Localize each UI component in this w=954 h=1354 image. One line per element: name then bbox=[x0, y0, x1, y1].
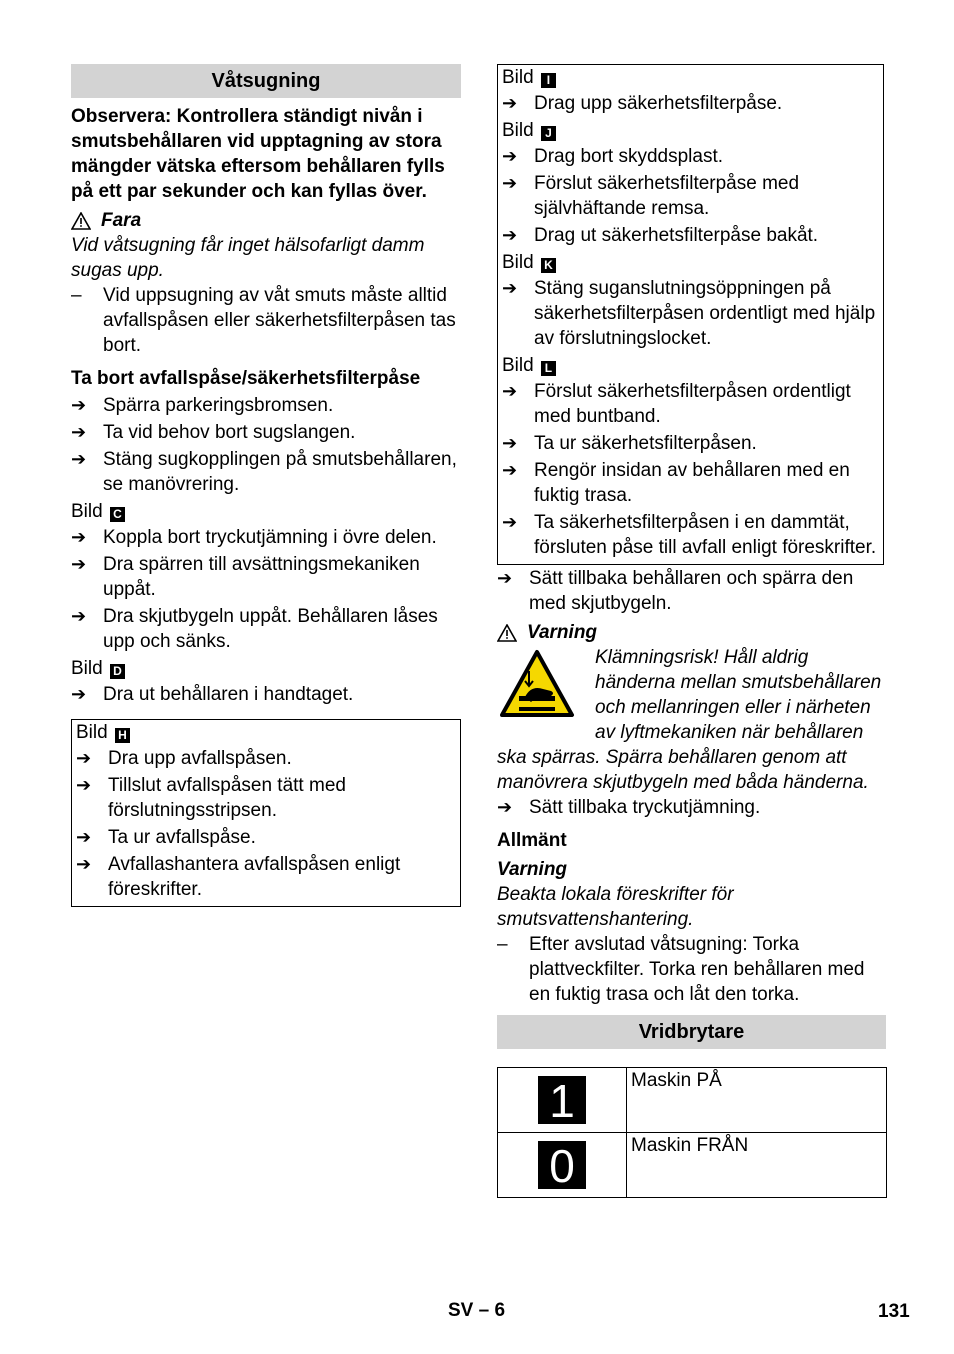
list-item bbox=[497, 932, 886, 1007]
step-text: Rengör insidan av behållaren med en fuktig trasa. bbox=[534, 460, 850, 506]
figure-letter-badge: L bbox=[541, 361, 556, 376]
table-row bbox=[498, 1068, 887, 1133]
list-item bbox=[502, 223, 879, 248]
general-dash-text: Efter avslutad våtsugning: Torka plattveckfilter. Torka ren behållaren med en fuktig trasa och låt den torka. bbox=[529, 934, 865, 1005]
arrow-right-icon: ➔ bbox=[497, 568, 513, 588]
step-text: Ta säkerhetsfilterpåsen i en dammtät, försluten påse till avfall enligt föreskrifter. bbox=[534, 512, 877, 558]
arrow-right-icon: ➔ bbox=[76, 748, 92, 768]
list-item bbox=[502, 431, 879, 456]
general-warning-label: Varning bbox=[497, 859, 568, 880]
list-item bbox=[502, 458, 879, 508]
step-text: Förslut säkerhetsfilterpåsen ordentligt med buntband. bbox=[534, 381, 851, 427]
arrow-right-icon: ➔ bbox=[71, 449, 87, 469]
step-text: Avfallashantera avfallspåsen enligt föreskrifter. bbox=[108, 854, 401, 900]
step-text: Dra ut behållaren i handtaget. bbox=[103, 684, 354, 705]
switch-table bbox=[497, 1067, 887, 1198]
arrow-right-icon: ➔ bbox=[71, 422, 87, 442]
figure-ref-c bbox=[71, 499, 461, 524]
list-item bbox=[76, 746, 456, 771]
general-text: Beakta lokala föreskrifter för smutsvattenshantering. bbox=[497, 884, 734, 930]
figure-ref-h bbox=[76, 720, 456, 745]
figure-letter-badge: J bbox=[541, 126, 556, 141]
figure-ref-j bbox=[502, 118, 879, 143]
figure-label: Bild bbox=[502, 355, 534, 376]
figure-label: Bild bbox=[71, 501, 103, 522]
list-item bbox=[76, 825, 456, 850]
list-item bbox=[71, 420, 461, 445]
figure-label: Bild bbox=[502, 67, 534, 88]
hand-crush-hazard-icon bbox=[499, 649, 575, 719]
danger-label: Fara bbox=[101, 210, 142, 231]
danger-heading bbox=[71, 208, 461, 233]
step-list bbox=[71, 393, 461, 497]
figure-letter-badge: D bbox=[110, 664, 125, 679]
page-number: 131 bbox=[878, 1301, 910, 1322]
section-title-wet-vacuuming: Våtsugning bbox=[71, 64, 461, 98]
warning-heading bbox=[497, 620, 886, 645]
list-item bbox=[502, 379, 879, 429]
list-item bbox=[497, 795, 886, 820]
figure-ref-d bbox=[71, 656, 461, 681]
arrow-right-icon: ➔ bbox=[502, 512, 518, 532]
arrow-right-icon: ➔ bbox=[71, 684, 87, 704]
step-text: Tillslut avfallspåsen tätt med förslutningsstripsen. bbox=[108, 775, 346, 821]
warning-label: Varning bbox=[527, 622, 598, 643]
arrow-right-icon: ➔ bbox=[76, 827, 92, 847]
switch-label-cell: Maskin PÅ bbox=[627, 1068, 887, 1133]
arrow-right-icon: ➔ bbox=[497, 797, 513, 817]
list-item bbox=[71, 682, 461, 707]
warning-triangle-icon bbox=[497, 624, 517, 642]
figure-i-l-box bbox=[497, 64, 884, 565]
list-item bbox=[76, 852, 456, 902]
step-text: Sätt tillbaka tryckutjämning. bbox=[529, 797, 761, 818]
arrow-right-icon: ➔ bbox=[502, 225, 518, 245]
list-item bbox=[502, 171, 879, 221]
figure-ref-i bbox=[502, 65, 879, 90]
list-item bbox=[497, 566, 886, 616]
switch-label-cell: Maskin FRÅN bbox=[627, 1133, 887, 1198]
warning-text: Klämningsrisk! Håll aldrig händerna mellan smutsbehållaren och mellanringen eller i närheten av lyftmekaniken när behållaren ska spärras. Spärra behållaren genom att manövrera skjutbygeln med båda händerna. bbox=[497, 647, 882, 793]
step-text: Spärra parkeringsbromsen. bbox=[103, 395, 334, 416]
arrow-right-icon: ➔ bbox=[71, 554, 87, 574]
switch-symbol-cell bbox=[498, 1133, 627, 1198]
arrow-right-icon: ➔ bbox=[502, 381, 518, 401]
warning-triangle-icon bbox=[71, 212, 91, 230]
step-text: Drag bort skyddsplast. bbox=[534, 146, 724, 167]
dash-marker: – bbox=[71, 285, 82, 306]
step-text: Ta vid behov bort sugslangen. bbox=[103, 422, 356, 443]
general-title: Allmänt bbox=[497, 830, 567, 851]
switch-off-symbol: 0 bbox=[538, 1141, 586, 1189]
footer-section-label: SV – 6 bbox=[448, 1300, 506, 1321]
warning-block bbox=[497, 645, 886, 795]
list-item bbox=[71, 525, 461, 550]
arrow-right-icon: ➔ bbox=[502, 173, 518, 193]
step-text: Koppla bort tryckutjämning i övre delen. bbox=[103, 527, 437, 548]
list-item bbox=[71, 552, 461, 602]
list-item bbox=[502, 276, 879, 351]
left-column bbox=[71, 64, 461, 907]
list-item bbox=[71, 604, 461, 654]
arrow-right-icon: ➔ bbox=[76, 775, 92, 795]
table-row bbox=[498, 1133, 887, 1198]
figure-letter-badge: K bbox=[541, 258, 556, 273]
arrow-right-icon: ➔ bbox=[71, 606, 87, 626]
figure-h-box bbox=[71, 719, 461, 907]
figure-label: Bild bbox=[502, 252, 534, 273]
remove-bag-title: Ta bort avfallspåse/säkerhetsfilterpåse bbox=[71, 368, 421, 389]
figure-letter-badge: C bbox=[110, 507, 125, 522]
arrow-right-icon: ➔ bbox=[502, 433, 518, 453]
figure-ref-k bbox=[502, 250, 879, 275]
switch-on-symbol: 1 bbox=[538, 1076, 586, 1124]
switch-symbol-cell bbox=[498, 1068, 627, 1133]
arrow-right-icon: ➔ bbox=[502, 278, 518, 298]
list-item bbox=[71, 447, 461, 497]
list-item bbox=[76, 773, 456, 823]
step-text: Dra spärren till avsättningsmekaniken uppåt. bbox=[103, 554, 420, 600]
list-item bbox=[71, 283, 461, 358]
step-text: Förslut säkerhetsfilterpåse med självhäftande remsa. bbox=[534, 173, 800, 219]
figure-letter-badge: H bbox=[115, 728, 130, 743]
step-text: Sätt tillbaka behållaren och spärra den med skjutbygeln. bbox=[529, 568, 854, 614]
step-text: Dra upp avfallspåsen. bbox=[108, 748, 292, 769]
arrow-right-icon: ➔ bbox=[502, 460, 518, 480]
step-text: Stäng suganslutningsöppningen på säkerhetsfilterpåsen ordentligt med hjälp av förslutningslocket. bbox=[534, 278, 876, 349]
arrow-right-icon: ➔ bbox=[502, 146, 518, 166]
section-title-rotary-switch: Vridbrytare bbox=[497, 1015, 886, 1049]
step-text: Drag ut säkerhetsfilterpåse bakåt. bbox=[534, 225, 819, 246]
step-text: Stäng sugkopplingen på smutsbehållaren, se manövrering. bbox=[103, 449, 457, 495]
step-text: Ta ur avfallspåse. bbox=[108, 827, 256, 848]
list-item bbox=[502, 510, 879, 560]
notice-text: Observera: Kontrollera ständigt nivån i smutsbehållaren vid upptagning av stora mängder vätska eftersom behållaren fylls på ett par sekunder och kan fyllas över. bbox=[71, 106, 445, 202]
dash-marker: – bbox=[497, 934, 508, 955]
right-column bbox=[497, 64, 886, 1198]
arrow-right-icon: ➔ bbox=[502, 93, 518, 113]
step-text: Ta ur säkerhetsfilterpåsen. bbox=[534, 433, 757, 454]
figure-label: Bild bbox=[76, 722, 108, 743]
arrow-right-icon: ➔ bbox=[71, 527, 87, 547]
danger-text: Vid våtsugning får inget hälsofarligt damm sugas upp. bbox=[71, 235, 425, 281]
step-text: Dra skjutbygeln uppåt. Behållaren låses upp och sänks. bbox=[103, 606, 438, 652]
list-item bbox=[71, 393, 461, 418]
list-item bbox=[502, 91, 879, 116]
danger-dash-text: Vid uppsugning av våt smuts måste alltid avfallspåsen eller säkerhetsfilterpåsen tas bort. bbox=[103, 285, 456, 356]
arrow-right-icon: ➔ bbox=[71, 395, 87, 415]
step-text: Drag upp säkerhetsfilterpåse. bbox=[534, 93, 783, 114]
figure-label: Bild bbox=[502, 120, 534, 141]
figure-label: Bild bbox=[71, 658, 103, 679]
arrow-right-icon: ➔ bbox=[76, 854, 92, 874]
figure-ref-l bbox=[502, 353, 879, 378]
figure-letter-badge: I bbox=[541, 73, 556, 88]
list-item bbox=[502, 144, 879, 169]
